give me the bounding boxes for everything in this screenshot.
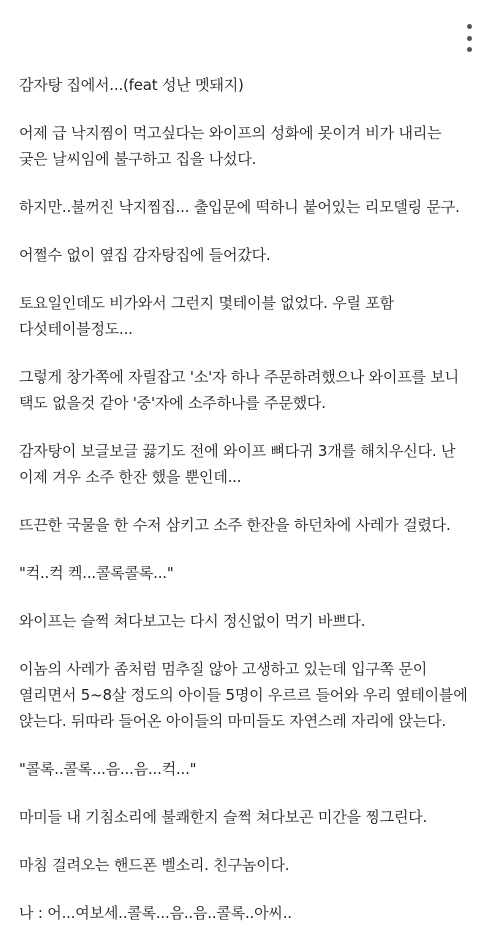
post-quote: "콜록..콜록...음...음...컥..." [19,760,197,778]
menu-dot [467,36,472,41]
menu-dot [467,24,472,29]
post-title: 감자탕 집에서...(feat 성난 멧돼지) [19,76,244,94]
post-body [19,72,487,926]
more-vert-icon[interactable] [464,24,474,52]
top-bar [0,0,500,64]
menu-dot [467,47,472,52]
post-paragraph: 감자탕이 보글보글 끓기도 전에 와이프 뼈다귀 3개를 해치우신다. 난 이제 겨우 소주 한잔 했을 뿐인데... [19,442,456,486]
post-paragraph: 어제 급 낙지찜이 먹고싶다는 와이프의 성화에 못이겨 비가 내리는 궂은 날씨임에 불구하고 집을 나섰다. [19,124,442,168]
post-paragraph: 뜨끈한 국물을 한 수저 삼키고 소주 한잔을 하던차에 사레가 걸렸다. [19,516,451,534]
post-paragraph: 와이프는 슬쩍 쳐다보고는 다시 정신없이 먹기 바쁘다. [19,612,366,630]
post-paragraph: 토요일인데도 비가와서 그런지 몇테이블 없었다. 우릴 포함 다섯테이블정도... [19,294,394,338]
post-paragraph: 그렇게 창가쪽에 자릴잡고 '소'자 하나 주문하려했으나 와이프를 보니 택도 없을것 같아 '중'자에 소주하나를 주문했다. [19,368,459,412]
post-paragraph: 마미들 내 기침소리에 불쾌한지 슬쩍 쳐다보곤 미간을 찡그린다. [19,808,428,826]
post-paragraph: 나 : 어...여보세..콜록...음..음..콜록..아씨.. [19,904,292,922]
post-paragraph: 어쩔수 없이 옆집 감자탕집에 들어갔다. [19,246,271,264]
post-paragraph: 마침 걸려오는 핸드폰 벨소리. 친구놈이다. [19,856,290,874]
post-paragraph: 이놈의 사레가 좀처럼 멈추질 않아 고생하고 있는데 입구쪽 문이 열리면서 5~8살 정도의 아이들 5명이 우르르 들어와 우리 옆테이블에 앉는다. 뒤따라 들어온 아이들의 마미들도 자연스레 자리에 앉는다. [19,660,468,730]
post-paragraph: 하지만..불꺼진 낙지찜집... 출입문에 떡하니 붙어있는 리모델링 문구. [19,198,460,216]
post-quote: "컥..컥 켁...콜록콜록..." [19,564,174,582]
